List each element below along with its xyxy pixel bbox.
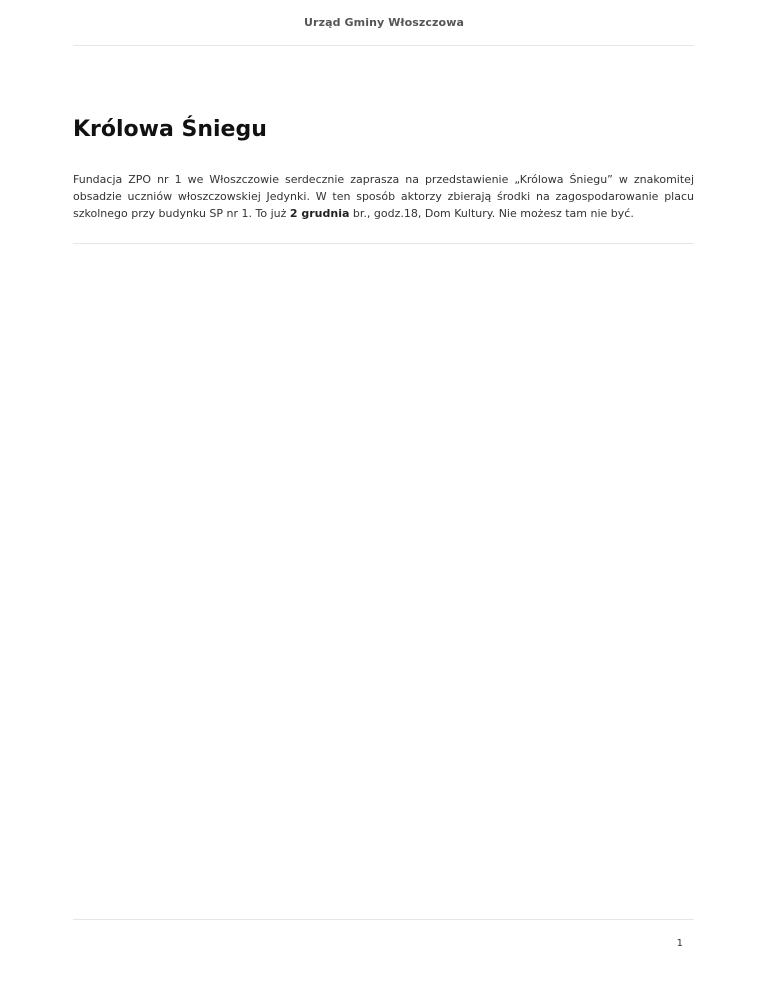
article-divider [73,243,694,244]
article-title: Królowa Śniegu [73,117,267,142]
article-body [73,171,694,222]
header-divider [73,45,694,46]
page-number: 1 [676,938,683,949]
event-date: 2 grudnia [289,207,350,220]
footer-divider [73,919,694,920]
article-body-text-start: Fundacja ZPO nr 1 we Włoszczowie serdecznie zaprasza na przedstawienie „Królowa Śniegu” w znakomitej obsadzie uczniów włoszczowskiej Jedynki. W ten sposób aktorzy zbierają środki na zagospodarowanie placu szkolnego przy budynku SP nr 1. To już [73,173,694,220]
site-header: Urząd Gminy Włoszczowa [304,16,464,29]
article-body-text-end: br., godz.18, Dom Kultury. Nie możesz tam nie być. [349,207,634,220]
